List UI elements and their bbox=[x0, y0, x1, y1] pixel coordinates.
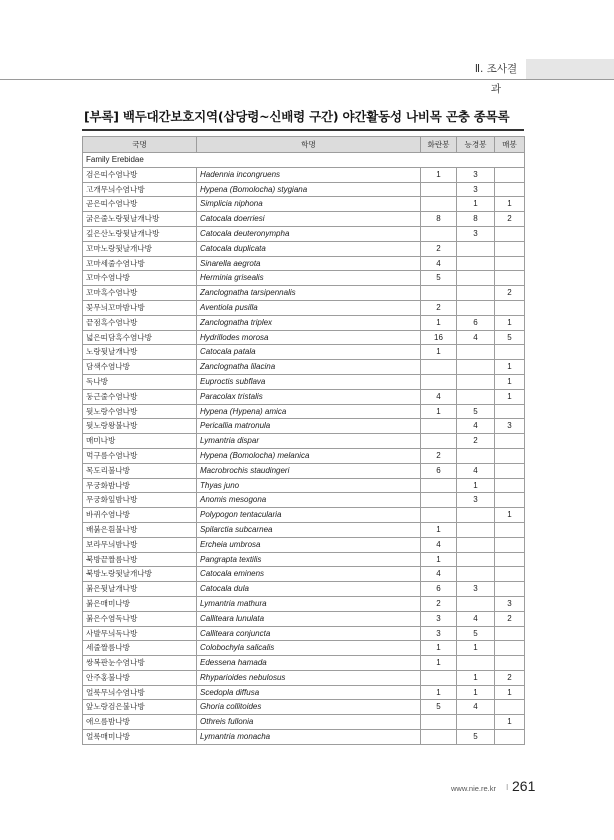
column-header-maebong: 매봉 bbox=[495, 137, 525, 153]
scientific-name-cell: Calliteara conjuncta bbox=[197, 626, 421, 641]
korean-name-cell: 붉은매미나방 bbox=[83, 596, 197, 611]
scientific-name-cell: Hypena (Bomolocha) melanica bbox=[197, 448, 421, 463]
hwaranbong-count-cell: 4 bbox=[421, 567, 457, 582]
korean-name-cell: 꼬마세줄수염나방 bbox=[83, 256, 197, 271]
neunggyeongbong-count-cell bbox=[457, 271, 495, 286]
scientific-name-cell: Paracolax tristalis bbox=[197, 389, 421, 404]
footer-url: www.nie.re.kr bbox=[451, 784, 497, 793]
korean-name-cell: 보라무늬밤나방 bbox=[83, 537, 197, 552]
table-row bbox=[83, 670, 525, 685]
scientific-name-cell: Anomis mesogona bbox=[197, 493, 421, 508]
korean-name-cell: 꼬마흑수염나방 bbox=[83, 286, 197, 301]
scientific-name-cell: Catocala patala bbox=[197, 345, 421, 360]
neunggyeongbong-count-cell: 4 bbox=[457, 330, 495, 345]
neunggyeongbong-count-cell: 6 bbox=[457, 315, 495, 330]
table-row bbox=[83, 715, 525, 730]
running-header-section: Ⅱ. 조사결과 bbox=[474, 63, 518, 95]
page-title: [부록] 백두대간보호지역(삽당령~신배령 구간) 야간활동성 나비목 곤충 종목록 bbox=[84, 109, 510, 124]
korean-name-cell: 애으름밤나방 bbox=[83, 715, 197, 730]
scientific-name-cell: Pericallia matronula bbox=[197, 419, 421, 434]
table-row bbox=[83, 197, 525, 212]
korean-name-cell: 붉은수염독나방 bbox=[83, 611, 197, 626]
table-row bbox=[83, 330, 525, 345]
korean-name-cell: 무궁화밤나방 bbox=[83, 478, 197, 493]
hwaranbong-count-cell: 2 bbox=[421, 596, 457, 611]
table-row bbox=[83, 286, 525, 301]
neunggyeongbong-count-cell: 3 bbox=[457, 182, 495, 197]
scientific-name-cell: Ghoria collitoides bbox=[197, 700, 421, 715]
table-row bbox=[83, 389, 525, 404]
korean-name-cell: 뒷노랑수염나방 bbox=[83, 404, 197, 419]
maebong-count-cell: 1 bbox=[495, 389, 525, 404]
korean-name-cell: 쌍복판눈수염나방 bbox=[83, 656, 197, 671]
table-row bbox=[83, 596, 525, 611]
korean-name-cell: 얼룩매미나방 bbox=[83, 730, 197, 745]
neunggyeongbong-count-cell: 4 bbox=[457, 419, 495, 434]
hwaranbong-count-cell: 8 bbox=[421, 212, 457, 227]
korean-name-cell: 검은띠수염나방 bbox=[83, 167, 197, 182]
hwaranbong-count-cell: 1 bbox=[421, 404, 457, 419]
neunggyeongbong-count-cell: 5 bbox=[457, 730, 495, 745]
korean-name-cell: 사발무늬독나방 bbox=[83, 626, 197, 641]
scientific-name-cell: Hadennia incongruens bbox=[197, 167, 421, 182]
table-row bbox=[83, 730, 525, 745]
maebong-count-cell bbox=[495, 656, 525, 671]
table-row bbox=[83, 656, 525, 671]
maebong-count-cell bbox=[495, 478, 525, 493]
scientific-name-cell: Polypogon tentacularia bbox=[197, 508, 421, 523]
maebong-count-cell bbox=[495, 522, 525, 537]
scientific-name-cell: Rhyparioides nebulosus bbox=[197, 670, 421, 685]
table-row bbox=[83, 552, 525, 567]
neunggyeongbong-count-cell bbox=[457, 552, 495, 567]
scientific-name-cell: Euproctis subflava bbox=[197, 374, 421, 389]
page-number: 261 bbox=[512, 778, 536, 794]
korean-name-cell: 뒷노랑왕불나방 bbox=[83, 419, 197, 434]
table-row bbox=[83, 626, 525, 641]
korean-name-cell: 세줄짤름나방 bbox=[83, 641, 197, 656]
maebong-count-cell bbox=[495, 537, 525, 552]
hwaranbong-count-cell: 1 bbox=[421, 552, 457, 567]
maebong-count-cell bbox=[495, 730, 525, 745]
scientific-name-cell: Catocala eminens bbox=[197, 567, 421, 582]
scientific-name-cell: Othreis fullonia bbox=[197, 715, 421, 730]
scientific-name-cell: Macrobrochis staudingeri bbox=[197, 463, 421, 478]
neunggyeongbong-count-cell: 3 bbox=[457, 582, 495, 597]
scientific-name-cell: Ercheia umbrosa bbox=[197, 537, 421, 552]
hwaranbong-count-cell: 3 bbox=[421, 611, 457, 626]
hwaranbong-count-cell: 16 bbox=[421, 330, 457, 345]
neunggyeongbong-count-cell: 1 bbox=[457, 478, 495, 493]
neunggyeongbong-count-cell: 1 bbox=[457, 670, 495, 685]
maebong-count-cell bbox=[495, 582, 525, 597]
maebong-count-cell: 1 bbox=[495, 715, 525, 730]
table-row bbox=[83, 700, 525, 715]
korean-name-cell: 앞노랑검은불나방 bbox=[83, 700, 197, 715]
table-row bbox=[83, 212, 525, 227]
maebong-count-cell: 1 bbox=[495, 315, 525, 330]
scientific-name-cell: Colobochyla salicalis bbox=[197, 641, 421, 656]
maebong-count-cell bbox=[495, 641, 525, 656]
scientific-name-cell: Scedopla diffusa bbox=[197, 685, 421, 700]
scientific-name-cell: Zanclognatha triplex bbox=[197, 315, 421, 330]
korean-name-cell: 붉은뒷날개나방 bbox=[83, 582, 197, 597]
neunggyeongbong-count-cell bbox=[457, 345, 495, 360]
table-row bbox=[83, 582, 525, 597]
scientific-name-cell: Zanclognatha tarsipennalis bbox=[197, 286, 421, 301]
scientific-name-cell: Hydrillodes morosa bbox=[197, 330, 421, 345]
neunggyeongbong-count-cell bbox=[457, 715, 495, 730]
maebong-count-cell bbox=[495, 182, 525, 197]
table-row bbox=[83, 537, 525, 552]
scientific-name-cell: Spilarctia subcarnea bbox=[197, 522, 421, 537]
hwaranbong-count-cell bbox=[421, 286, 457, 301]
maebong-count-cell bbox=[495, 700, 525, 715]
korean-name-cell: 얼룩무늬수염나방 bbox=[83, 685, 197, 700]
hwaranbong-count-cell: 2 bbox=[421, 448, 457, 463]
column-header-scientific-name: 학명 bbox=[197, 137, 421, 153]
hwaranbong-count-cell bbox=[421, 670, 457, 685]
table-row bbox=[83, 360, 525, 375]
korean-name-cell: 깊은산노랑뒷날개나방 bbox=[83, 226, 197, 241]
table-row bbox=[83, 345, 525, 360]
scientific-name-cell: Hypena (Hypena) amica bbox=[197, 404, 421, 419]
korean-name-cell: 곧은띠수염나방 bbox=[83, 197, 197, 212]
maebong-count-cell: 2 bbox=[495, 286, 525, 301]
maebong-count-cell bbox=[495, 448, 525, 463]
neunggyeongbong-count-cell: 4 bbox=[457, 700, 495, 715]
hwaranbong-count-cell: 4 bbox=[421, 389, 457, 404]
hwaranbong-count-cell: 4 bbox=[421, 537, 457, 552]
maebong-count-cell: 2 bbox=[495, 212, 525, 227]
hwaranbong-count-cell bbox=[421, 730, 457, 745]
neunggyeongbong-count-cell bbox=[457, 537, 495, 552]
korean-name-cell: 먹구름수염나방 bbox=[83, 448, 197, 463]
table-row bbox=[83, 167, 525, 182]
scientific-name-cell: Herminia grisealis bbox=[197, 271, 421, 286]
hwaranbong-count-cell: 1 bbox=[421, 345, 457, 360]
hwaranbong-count-cell bbox=[421, 434, 457, 449]
neunggyeongbong-count-cell bbox=[457, 389, 495, 404]
family-label: Family Erebidae bbox=[83, 153, 525, 168]
korean-name-cell: 꼬마수염나방 bbox=[83, 271, 197, 286]
table-row bbox=[83, 315, 525, 330]
neunggyeongbong-count-cell bbox=[457, 286, 495, 301]
running-header-area bbox=[0, 59, 470, 79]
table-header-row bbox=[83, 137, 525, 153]
maebong-count-cell: 1 bbox=[495, 360, 525, 375]
table-row bbox=[83, 226, 525, 241]
maebong-count-cell bbox=[495, 463, 525, 478]
scientific-name-cell: Lymantria monacha bbox=[197, 730, 421, 745]
maebong-count-cell: 1 bbox=[495, 374, 525, 389]
neunggyeongbong-count-cell: 5 bbox=[457, 404, 495, 419]
maebong-count-cell bbox=[495, 567, 525, 582]
species-table bbox=[82, 136, 525, 745]
scientific-name-cell: Zanclognatha lilacina bbox=[197, 360, 421, 375]
hwaranbong-count-cell bbox=[421, 374, 457, 389]
hwaranbong-count-cell: 3 bbox=[421, 626, 457, 641]
scientific-name-cell: Catocala doerriesi bbox=[197, 212, 421, 227]
scientific-name-cell: Edessena hamada bbox=[197, 656, 421, 671]
neunggyeongbong-count-cell: 8 bbox=[457, 212, 495, 227]
table-row bbox=[83, 434, 525, 449]
table-row bbox=[83, 256, 525, 271]
hwaranbong-count-cell: 5 bbox=[421, 700, 457, 715]
maebong-count-cell: 5 bbox=[495, 330, 525, 345]
hwaranbong-count-cell: 1 bbox=[421, 315, 457, 330]
scientific-name-cell: Calliteara lunulata bbox=[197, 611, 421, 626]
table-row bbox=[83, 241, 525, 256]
korean-name-cell: 고개무늬수염나방 bbox=[83, 182, 197, 197]
neunggyeongbong-count-cell bbox=[457, 522, 495, 537]
maebong-count-cell: 1 bbox=[495, 197, 525, 212]
hwaranbong-count-cell bbox=[421, 197, 457, 212]
maebong-count-cell: 1 bbox=[495, 508, 525, 523]
maebong-count-cell bbox=[495, 345, 525, 360]
table-row bbox=[83, 300, 525, 315]
table-row bbox=[83, 611, 525, 626]
table-row bbox=[83, 567, 525, 582]
column-header-neunggyeongbong: 능경봉 bbox=[457, 137, 495, 153]
korean-name-cell: 꽃무늬꼬마밤나방 bbox=[83, 300, 197, 315]
table-row bbox=[83, 493, 525, 508]
maebong-count-cell bbox=[495, 626, 525, 641]
table-row bbox=[83, 404, 525, 419]
korean-name-cell: 매미나방 bbox=[83, 434, 197, 449]
maebong-count-cell: 3 bbox=[495, 419, 525, 434]
scientific-name-cell: Catocala duplicata bbox=[197, 241, 421, 256]
hwaranbong-count-cell: 6 bbox=[421, 582, 457, 597]
running-header-tab bbox=[526, 59, 614, 79]
korean-name-cell: 북방노랑뒷날개나방 bbox=[83, 567, 197, 582]
scientific-name-cell: Simplicia niphona bbox=[197, 197, 421, 212]
korean-name-cell: 굵은줄노랑뒷날개나방 bbox=[83, 212, 197, 227]
neunggyeongbong-count-cell bbox=[457, 567, 495, 582]
table-row bbox=[83, 374, 525, 389]
neunggyeongbong-count-cell bbox=[457, 448, 495, 463]
hwaranbong-count-cell: 4 bbox=[421, 256, 457, 271]
neunggyeongbong-count-cell bbox=[457, 508, 495, 523]
table-row bbox=[83, 271, 525, 286]
maebong-count-cell bbox=[495, 241, 525, 256]
hwaranbong-count-cell bbox=[421, 419, 457, 434]
korean-name-cell: 둥근줄수염나방 bbox=[83, 389, 197, 404]
neunggyeongbong-count-cell: 1 bbox=[457, 641, 495, 656]
neunggyeongbong-count-cell: 4 bbox=[457, 611, 495, 626]
korean-name-cell: 목도리불나방 bbox=[83, 463, 197, 478]
hwaranbong-count-cell bbox=[421, 360, 457, 375]
scientific-name-cell: Thyas juno bbox=[197, 478, 421, 493]
hwaranbong-count-cell: 6 bbox=[421, 463, 457, 478]
neunggyeongbong-count-cell bbox=[457, 596, 495, 611]
neunggyeongbong-count-cell bbox=[457, 241, 495, 256]
neunggyeongbong-count-cell: 5 bbox=[457, 626, 495, 641]
column-header-hwaranbong: 화란봉 bbox=[421, 137, 457, 153]
korean-name-cell: 북방끝짤름나방 bbox=[83, 552, 197, 567]
maebong-count-cell: 1 bbox=[495, 685, 525, 700]
hwaranbong-count-cell: 1 bbox=[421, 685, 457, 700]
hwaranbong-count-cell: 1 bbox=[421, 167, 457, 182]
neunggyeongbong-count-cell bbox=[457, 656, 495, 671]
neunggyeongbong-count-cell bbox=[457, 374, 495, 389]
hwaranbong-count-cell: 2 bbox=[421, 241, 457, 256]
table-row bbox=[83, 182, 525, 197]
column-header-korean-name: 국명 bbox=[83, 137, 197, 153]
maebong-count-cell bbox=[495, 256, 525, 271]
korean-name-cell: 담색수염나방 bbox=[83, 360, 197, 375]
hwaranbong-count-cell: 5 bbox=[421, 271, 457, 286]
hwaranbong-count-cell bbox=[421, 226, 457, 241]
hwaranbong-count-cell: 1 bbox=[421, 641, 457, 656]
korean-name-cell: 꼬마노랑뒷날개나방 bbox=[83, 241, 197, 256]
neunggyeongbong-count-cell: 4 bbox=[457, 463, 495, 478]
hwaranbong-count-cell bbox=[421, 182, 457, 197]
neunggyeongbong-count-cell bbox=[457, 300, 495, 315]
maebong-count-cell bbox=[495, 552, 525, 567]
neunggyeongbong-count-cell bbox=[457, 256, 495, 271]
korean-name-cell: 독나방 bbox=[83, 374, 197, 389]
table-row bbox=[83, 522, 525, 537]
family-row bbox=[83, 153, 525, 168]
table-row bbox=[83, 508, 525, 523]
neunggyeongbong-count-cell: 1 bbox=[457, 197, 495, 212]
korean-name-cell: 노랑뒷날개나방 bbox=[83, 345, 197, 360]
neunggyeongbong-count-cell: 3 bbox=[457, 167, 495, 182]
scientific-name-cell: Lymantria dispar bbox=[197, 434, 421, 449]
footer-separator: I bbox=[506, 783, 509, 792]
hwaranbong-count-cell: 2 bbox=[421, 300, 457, 315]
maebong-count-cell: 3 bbox=[495, 596, 525, 611]
scientific-name-cell: Hypena (Bomolocha) stygiana bbox=[197, 182, 421, 197]
hwaranbong-count-cell bbox=[421, 508, 457, 523]
hwaranbong-count-cell bbox=[421, 493, 457, 508]
scientific-name-cell: Aventiola pusilla bbox=[197, 300, 421, 315]
table-row bbox=[83, 641, 525, 656]
maebong-count-cell bbox=[495, 434, 525, 449]
table-row bbox=[83, 419, 525, 434]
korean-name-cell: 넓은띠담흑수염나방 bbox=[83, 330, 197, 345]
neunggyeongbong-count-cell: 3 bbox=[457, 226, 495, 241]
table-row bbox=[83, 448, 525, 463]
hwaranbong-count-cell: 1 bbox=[421, 656, 457, 671]
table-row bbox=[83, 685, 525, 700]
hwaranbong-count-cell bbox=[421, 478, 457, 493]
running-header-rule bbox=[0, 79, 614, 80]
maebong-count-cell bbox=[495, 404, 525, 419]
scientific-name-cell: Catocala dula bbox=[197, 582, 421, 597]
korean-name-cell: 바퀴수염나방 bbox=[83, 508, 197, 523]
neunggyeongbong-count-cell: 1 bbox=[457, 685, 495, 700]
maebong-count-cell bbox=[495, 300, 525, 315]
scientific-name-cell: Lymantria mathura bbox=[197, 596, 421, 611]
table-row bbox=[83, 463, 525, 478]
maebong-count-cell bbox=[495, 271, 525, 286]
korean-name-cell: 안주홍불나방 bbox=[83, 670, 197, 685]
neunggyeongbong-count-cell: 3 bbox=[457, 493, 495, 508]
maebong-count-cell bbox=[495, 226, 525, 241]
table-row bbox=[83, 478, 525, 493]
scientific-name-cell: Catocala deuteronympha bbox=[197, 226, 421, 241]
maebong-count-cell: 2 bbox=[495, 670, 525, 685]
hwaranbong-count-cell: 1 bbox=[421, 522, 457, 537]
maebong-count-cell: 2 bbox=[495, 611, 525, 626]
title-rule bbox=[82, 129, 524, 131]
korean-name-cell: 배붉은흰불나방 bbox=[83, 522, 197, 537]
korean-name-cell: 끝점흑수염나방 bbox=[83, 315, 197, 330]
korean-name-cell: 무궁화잎밤나방 bbox=[83, 493, 197, 508]
neunggyeongbong-count-cell bbox=[457, 360, 495, 375]
scientific-name-cell: Pangrapta textilis bbox=[197, 552, 421, 567]
neunggyeongbong-count-cell: 2 bbox=[457, 434, 495, 449]
maebong-count-cell bbox=[495, 167, 525, 182]
maebong-count-cell bbox=[495, 493, 525, 508]
hwaranbong-count-cell bbox=[421, 715, 457, 730]
scientific-name-cell: Sinarella aegrota bbox=[197, 256, 421, 271]
